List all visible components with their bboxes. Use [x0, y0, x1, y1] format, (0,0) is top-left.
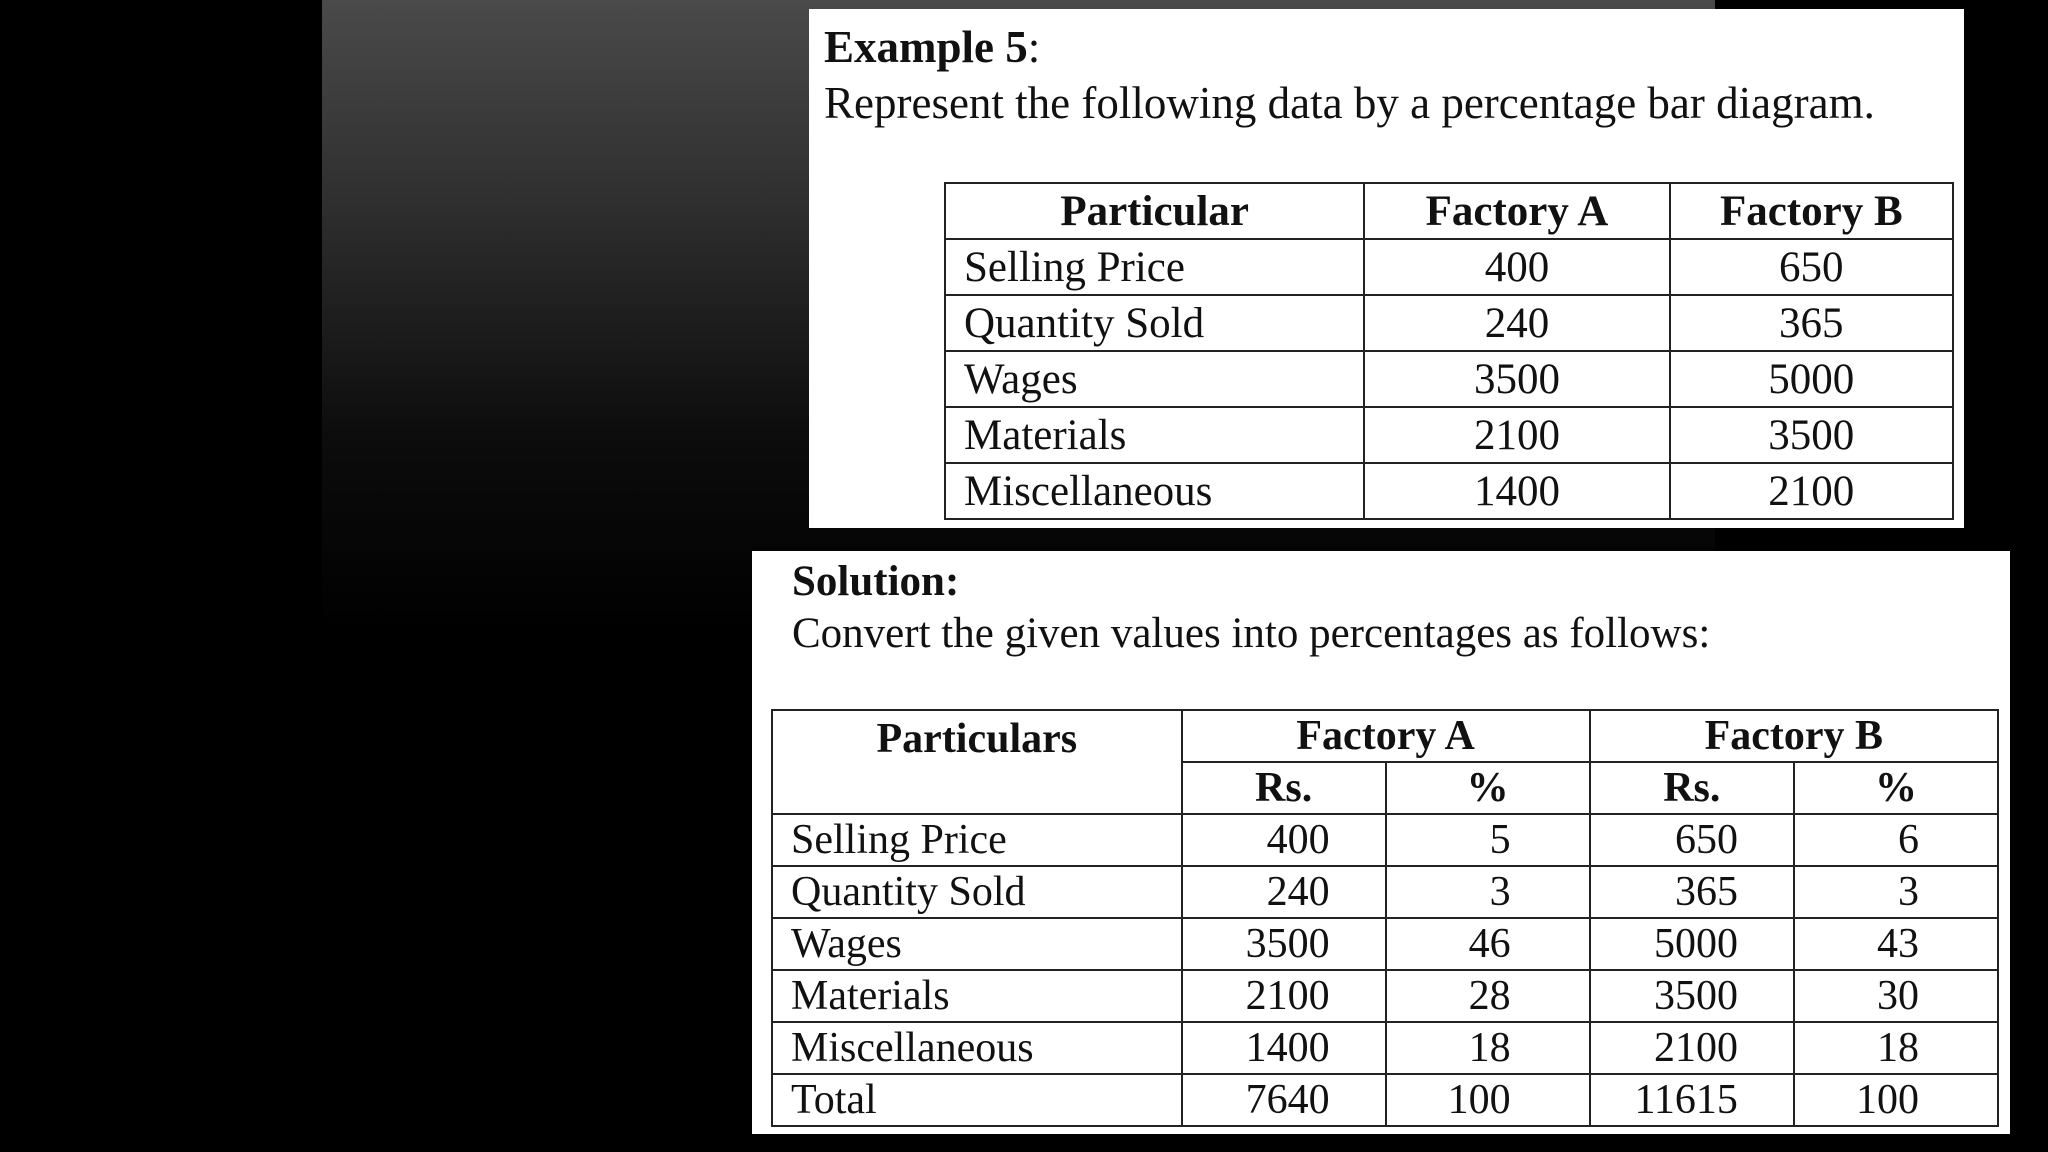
factory-b-percent: 6 [1794, 814, 1998, 866]
header-factory-a: Factory A [1364, 183, 1669, 239]
factory-a-value: 240 [1364, 295, 1669, 351]
factory-b-rs: 11615 [1590, 1074, 1794, 1126]
factory-b-percent: 18 [1794, 1022, 1998, 1074]
percentage-table [771, 709, 1999, 1127]
factory-b-value: 2100 [1670, 463, 1953, 519]
row-label: Miscellaneous [772, 1022, 1182, 1074]
factory-b-value: 650 [1670, 239, 1953, 295]
factory-b-value: 5000 [1670, 351, 1953, 407]
row-label: Selling Price [772, 814, 1182, 866]
factory-a-rs: 1400 [1182, 1022, 1386, 1074]
subheader-a-percent: % [1386, 762, 1590, 814]
subheader-b-rs: Rs. [1590, 762, 1794, 814]
header-factory-b: Factory B [1670, 183, 1953, 239]
table-row [772, 866, 1998, 918]
table-row [945, 463, 1953, 519]
factory-a-percent: 100 [1386, 1074, 1590, 1126]
table-row [945, 239, 1953, 295]
factory-a-percent: 3 [1386, 866, 1590, 918]
factory-b-rs: 2100 [1590, 1022, 1794, 1074]
factory-a-rs: 7640 [1182, 1074, 1386, 1126]
example-card [809, 9, 1964, 528]
example-table-header-row [945, 183, 1953, 239]
factory-a-value: 2100 [1364, 407, 1669, 463]
factory-b-percent: 3 [1794, 866, 1998, 918]
row-label: Miscellaneous [945, 463, 1364, 519]
table-row [772, 970, 1998, 1022]
factory-b-percent: 43 [1794, 918, 1998, 970]
factory-a-percent: 28 [1386, 970, 1590, 1022]
factory-b-rs: 5000 [1590, 918, 1794, 970]
example-data-table [944, 182, 1954, 520]
table-row [772, 1022, 1998, 1074]
factory-b-rs: 3500 [1590, 970, 1794, 1022]
table-row [945, 407, 1953, 463]
subheader-b-percent: % [1794, 762, 1998, 814]
header-particulars: Particulars [772, 710, 1182, 814]
percentage-table-group-row [772, 710, 1998, 762]
factory-a-rs: 400 [1182, 814, 1386, 866]
row-label: Quantity Sold [772, 866, 1182, 918]
example-prompt: Represent the following data by a percentage bar diagram. [824, 78, 1875, 128]
example-heading-colon: : [1027, 22, 1041, 72]
table-row [772, 814, 1998, 866]
total-row [772, 1074, 1998, 1126]
factory-a-rs: 2100 [1182, 970, 1386, 1022]
factory-b-rs: 365 [1590, 866, 1794, 918]
solution-card [752, 551, 2010, 1134]
row-label: Selling Price [945, 239, 1364, 295]
row-label: Materials [945, 407, 1364, 463]
row-label: Wages [945, 351, 1364, 407]
header-factory-a: Factory A [1182, 710, 1590, 762]
factory-a-value: 1400 [1364, 463, 1669, 519]
factory-a-rs: 240 [1182, 866, 1386, 918]
table-row [945, 351, 1953, 407]
factory-b-value: 3500 [1670, 407, 1953, 463]
example-heading [824, 23, 1040, 73]
factory-b-percent: 100 [1794, 1074, 1998, 1126]
table-row [945, 295, 1953, 351]
row-label: Wages [772, 918, 1182, 970]
row-label: Materials [772, 970, 1182, 1022]
slide-background [322, 0, 1919, 1152]
factory-b-value: 365 [1670, 295, 1953, 351]
factory-b-rs: 650 [1590, 814, 1794, 866]
header-factory-b: Factory B [1590, 710, 1998, 762]
factory-b-percent: 30 [1794, 970, 1998, 1022]
factory-a-value: 400 [1364, 239, 1669, 295]
solution-instructions: Convert the given values into percentages as follows: [792, 610, 1711, 657]
table-row [772, 918, 1998, 970]
factory-a-percent: 5 [1386, 814, 1590, 866]
row-label: Quantity Sold [945, 295, 1364, 351]
factory-a-percent: 46 [1386, 918, 1590, 970]
factory-a-value: 3500 [1364, 351, 1669, 407]
header-particular: Particular [945, 183, 1364, 239]
row-label: Total [772, 1074, 1182, 1126]
factory-a-rs: 3500 [1182, 918, 1386, 970]
solution-heading: Solution: [792, 558, 960, 605]
factory-a-percent: 18 [1386, 1022, 1590, 1074]
subheader-a-rs: Rs. [1182, 762, 1386, 814]
example-heading-label: Example 5 [824, 22, 1028, 72]
